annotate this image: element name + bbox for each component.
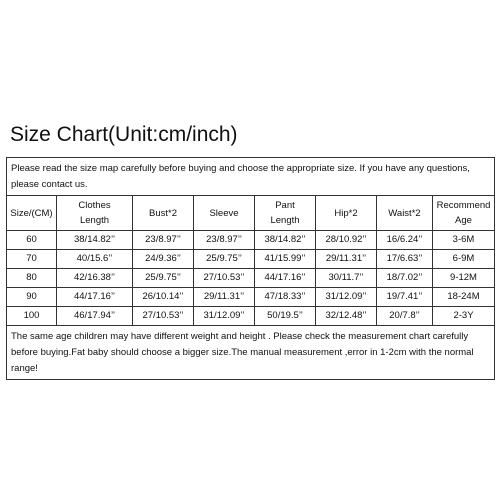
table-cell: 6-9M <box>433 250 495 269</box>
table-row <box>7 288 495 307</box>
table-cell: 38/14.82’’ <box>57 231 133 250</box>
table-cell: 90 <box>7 288 57 307</box>
table-cell: 31/12.09’’ <box>316 288 377 307</box>
table-cell: 100 <box>7 307 57 326</box>
column-header <box>57 196 133 231</box>
table-cell: 16/6.24’’ <box>377 231 433 250</box>
footer-row <box>7 326 495 380</box>
table-row <box>7 231 495 250</box>
table-cell: 3-6M <box>433 231 495 250</box>
table-cell: 47/18.33’’ <box>255 288 316 307</box>
table-cell: 24/9.36’’ <box>133 250 194 269</box>
table-cell: 50/19.5’’ <box>255 307 316 326</box>
column-header-text: Length <box>79 215 110 226</box>
table-cell: 20/7.8’’ <box>377 307 433 326</box>
column-header-text: Bust*2 <box>149 207 177 219</box>
table-cell: 27/10.53’’ <box>133 307 194 326</box>
table-cell: 70 <box>7 250 57 269</box>
column-header-text: Waist*2 <box>388 207 421 219</box>
column-header-text: Age <box>455 215 472 226</box>
column-header-text: Recommend <box>436 200 491 211</box>
column-header <box>255 196 316 231</box>
table-cell: 46/17.94’’ <box>57 307 133 326</box>
table-cell: 41/15.99’’ <box>255 250 316 269</box>
table-cell: 23/8.97’’ <box>194 231 255 250</box>
column-header <box>7 196 57 231</box>
table-cell: 27/10.53’’ <box>194 269 255 288</box>
table-cell: 25/9.75’’ <box>194 250 255 269</box>
table-cell: 31/12.09’’ <box>194 307 255 326</box>
table-cell: 2-3Y <box>433 307 495 326</box>
table-cell: 9-12M <box>433 269 495 288</box>
table-cell: 17/6.63’’ <box>377 250 433 269</box>
table-cell: 38/14.82’’ <box>255 231 316 250</box>
column-header-text: Length <box>270 215 300 226</box>
table-cell: 44/17.16’’ <box>255 269 316 288</box>
table-cell: 19/7.41’’ <box>377 288 433 307</box>
table-cell: 30/11.7’’ <box>316 269 377 288</box>
column-header <box>316 196 377 231</box>
table-cell: 25/9.75’’ <box>133 269 194 288</box>
header-row <box>7 196 495 231</box>
table-row <box>7 250 495 269</box>
table-cell: 29/11.31’’ <box>316 250 377 269</box>
column-header-text: Sleeve <box>209 207 239 219</box>
table-cell: 23/8.97’’ <box>133 231 194 250</box>
column-header <box>377 196 433 231</box>
column-header <box>194 196 255 231</box>
column-header <box>433 196 495 231</box>
table-cell: 60 <box>7 231 57 250</box>
table-cell: 29/11.31’’ <box>194 288 255 307</box>
intro-note: Please read the size map carefully before buying and choose the appropriate size. If you have any questions, please contact us. <box>7 158 495 196</box>
column-header-text: Clothes <box>78 200 111 211</box>
column-header-text: Hip*2 <box>334 207 358 219</box>
footer-note: The same age children may have different weight and height . Please check the measurement chart carefully before buying.Fat baby should choose a bigger size.The manual measurement ,error in 1-2cm with the normal range! <box>7 326 495 380</box>
table-row <box>7 307 495 326</box>
table-cell: 32/12.48’’ <box>316 307 377 326</box>
table-cell: 40/15.6’’ <box>57 250 133 269</box>
column-header <box>133 196 194 231</box>
table-cell: 44/17.16’’ <box>57 288 133 307</box>
table-cell: 80 <box>7 269 57 288</box>
table-cell: 28/10.92’’ <box>316 231 377 250</box>
table-cell: 18/7.02’’ <box>377 269 433 288</box>
table-row <box>7 269 495 288</box>
column-header-text: Pant <box>275 200 295 211</box>
table-cell: 42/16.38’’ <box>57 269 133 288</box>
page-title: Size Chart(Unit:cm/inch) <box>10 123 238 146</box>
column-header-text: Size/(CM) <box>10 207 53 219</box>
size-chart-table <box>6 157 495 380</box>
table-cell: 26/10.14’’ <box>133 288 194 307</box>
table-cell: 18-24M <box>433 288 495 307</box>
